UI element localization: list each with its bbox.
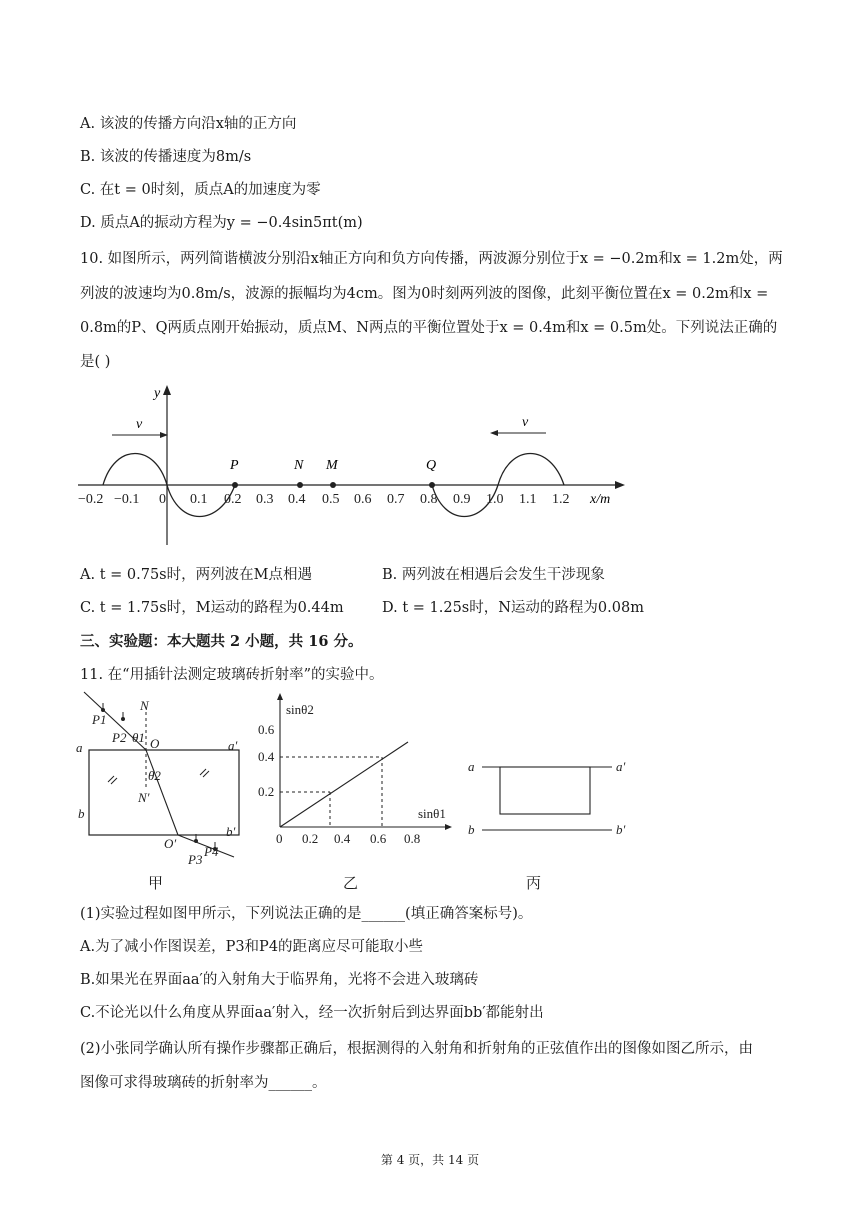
tick-label: 0: [159, 492, 166, 507]
label-theta2: θ2: [148, 768, 161, 783]
q10-option-a: A. t = 0.75s时，两列波在M点相遇: [80, 567, 312, 583]
q10-stem-line1: 10. 如图所示，两列简谐横波分别沿x轴正方向和负方向传播，两波源分别位于x = −0.2m和x = 1.2m处，两: [80, 251, 783, 267]
label-p4: P4: [204, 844, 219, 859]
q10-option-c: C. t = 1.75s时，M运动的路程为0.44m: [80, 600, 344, 616]
q10-wave-figure: [70, 375, 630, 550]
q9-option-c: C. 在t = 0时刻，质点A的加速度为零: [80, 182, 321, 198]
tick-label: 0.8: [420, 492, 438, 507]
point-n: [297, 482, 303, 488]
point-label-n: N: [294, 458, 304, 473]
q11-sub1-option-a: A.为了减小作图误差，P3和P4的距离应尽可能取小些: [80, 939, 424, 955]
yi-y-label: sinθ2: [286, 702, 314, 717]
q10-option-d: D. t = 1.25s时，N运动的路程为0.08m: [382, 600, 644, 616]
caption-jia: 甲: [148, 874, 164, 892]
label-aprime: a′: [228, 738, 238, 753]
y-axis-label: y: [154, 386, 161, 401]
velocity-label-right: v: [522, 415, 529, 430]
label-a: a: [76, 740, 83, 755]
q9-option-d: D. 质点A的振动方程为y = −0.4sin5πt(m): [80, 215, 363, 231]
label-p3: P3: [188, 852, 203, 867]
q11-sub1-option-b: B.如果光在界面aa′的入射角大于临界角，光将不会进入玻璃砖: [80, 972, 479, 988]
tick-label: 1.2: [552, 492, 570, 507]
bing-label-aprime: a′: [616, 759, 626, 774]
label-theta1: θ1: [132, 730, 145, 745]
q11-sub2-line2: 图像可求得玻璃砖的折射率为______。: [80, 1075, 327, 1091]
q10-option-b: B. 两列波在相遇后会发生干涉现象: [382, 567, 605, 583]
yi-x-tick: 0: [276, 831, 283, 846]
label-o: O: [150, 736, 160, 751]
tick-label: 0.6: [354, 492, 372, 507]
caption-yi: 乙: [343, 874, 359, 892]
label-p2: P2: [112, 730, 127, 745]
bing-label-a: a: [468, 759, 475, 774]
q11-figure-yi: [260, 690, 460, 850]
velocity-label-left: v: [136, 417, 143, 432]
q11-figure-bing: [462, 745, 632, 845]
yi-y-tick: 0.4: [258, 749, 275, 764]
label-oprime: O′: [164, 836, 177, 851]
x-axis-label: x/m: [590, 492, 611, 507]
q10-stem-line2: 列波的波速均为0.8m/s，波源的振幅均为4cm。图为0时刻两列波的图像，此刻平衡位置在x = 0.2m和x =: [80, 286, 769, 302]
q11-sub1-option-c: C.不论光以什么角度从界面aa′射入，经一次折射后到达界面bb′都能射出: [80, 1005, 544, 1021]
tick-label: 0.1: [190, 492, 208, 507]
label-b: b: [78, 806, 85, 821]
q11-sub2-line1: (2)小张同学确认所有操作步骤都正确后，根据测得的入射角和折射角的正弦值作出的图像如图乙所示，由: [80, 1041, 754, 1057]
point-label-p: P: [230, 458, 239, 473]
tick-label: 1.1: [519, 492, 537, 507]
tick-label: −0.1: [114, 492, 140, 507]
tick-label: 0.2: [224, 492, 242, 507]
tick-label: 0.7: [387, 492, 405, 507]
yi-x-tick: 0.6: [370, 831, 387, 846]
label-bprime: b′: [226, 824, 236, 839]
yi-x-tick: 0.8: [404, 831, 421, 846]
q11-figure-jia: [76, 690, 256, 865]
point-label-q: Q: [426, 458, 437, 473]
sin-line: [280, 742, 408, 827]
section-3-heading: 三、实验题：本大题共 2 小题，共 16 分。: [80, 633, 363, 650]
q10-stem-line3: 0.8m的P、Q两质点刚开始振动，质点M、N两点的平衡位置处于x = 0.4m和x = 0.5m处。下列说法正确的: [80, 320, 778, 336]
tick-label: 0.3: [256, 492, 274, 507]
q10-stem-line4: 是( ): [80, 354, 111, 370]
yi-x-label: sinθ1: [418, 806, 446, 821]
tick-label: 0.5: [322, 492, 340, 507]
point-q: [429, 482, 435, 488]
point-m: [330, 482, 336, 488]
q9-option-a: A. 该波的传播方向沿x轴的正方向: [80, 116, 297, 132]
bing-label-b: b: [468, 822, 475, 837]
q11-stem: 11. 在“用插针法测定玻璃砖折射率”的实验中。: [80, 667, 384, 683]
label-n: N: [140, 698, 149, 713]
yi-x-tick: 0.2: [302, 831, 319, 846]
tick-label: 0.4: [288, 492, 306, 507]
page-footer: 第 4 页，共 14 页: [380, 1153, 480, 1167]
caption-bing: 丙: [526, 874, 542, 892]
bing-label-bprime: b′: [616, 822, 626, 837]
tick-label: 1.0: [486, 492, 504, 507]
yi-y-tick: 0.2: [258, 784, 275, 799]
yi-x-tick: 0.4: [334, 831, 351, 846]
point-label-m: M: [326, 458, 338, 473]
label-p1: P1: [92, 712, 107, 727]
point-p: [232, 482, 238, 488]
q11-sub1: (1)实验过程如图甲所示，下列说法正确的是______(填正确答案标号)。: [80, 906, 533, 922]
tick-label: −0.2: [78, 492, 104, 507]
tick-label: 0.9: [453, 492, 471, 507]
yi-y-tick: 0.6: [258, 722, 275, 737]
label-nprime: N′: [138, 790, 150, 805]
q9-option-b: B. 该波的传播速度为8m/s: [80, 149, 252, 165]
